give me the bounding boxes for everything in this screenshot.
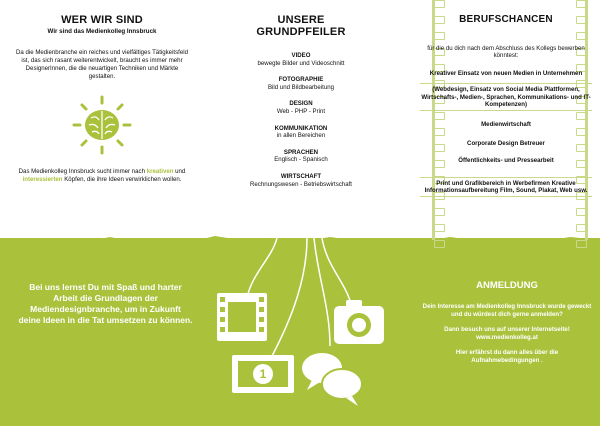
column-title-line1: UNSERE <box>277 14 325 26</box>
career-item: Öffentlichkeits- und Pressearbeit <box>458 157 554 165</box>
motto-text: Bei uns lernst Du mit Spaß und harter Arbeit die Grundlagen der Mediendesignbranche, um in Zukunft deine Ideen in die Tat umsetzen zu können. <box>18 282 193 325</box>
coin-label: 1 <box>259 367 267 381</box>
speech-bubbles-icon <box>302 353 362 406</box>
camera-icon <box>334 300 384 344</box>
brain-icon <box>71 94 133 156</box>
career-item: Corporate Design Betreuer <box>467 139 545 147</box>
intro-paragraph: Da die Medienbranche ein reiches und vielfältiges Tätigkeitsfeld ist, das sich rasant weiterentwickelt, braucht es immer mehr DesignerInnen, die die neuartigen Techniken und Märkte gestalten. <box>16 49 188 80</box>
highlight-kreativen: kreativen <box>146 168 174 175</box>
anmeldung-text: Hier erfährst du dann alles über die Aufnahmebedingungen . <box>455 349 559 364</box>
column-title: BERUFSCHANCEN <box>459 14 553 25</box>
pillar-head: SPRACHEN <box>283 148 319 156</box>
pillar-item <box>213 173 389 188</box>
pillar-head: DESIGN <box>289 100 313 108</box>
column-subtitle: Wir sind das Medienkolleg Innsbruck <box>47 28 157 35</box>
highlight-interessierten: interessierten <box>22 176 63 183</box>
pillar-text: bewegte Bilder und Videoschnitt <box>257 59 345 67</box>
pillar-text: in allen Bereichen <box>276 132 326 140</box>
grundpfeiler-column <box>213 14 389 197</box>
paragraph-text: Köpfen, die ihre Ideen verwirklichen wollen. <box>62 176 182 183</box>
anmeldung-section <box>422 280 592 373</box>
wer-wir-sind-column <box>14 14 190 184</box>
pillar-item <box>213 125 389 140</box>
anmeldung-title: ANMELDUNG <box>476 280 538 291</box>
pillar-item <box>213 52 389 67</box>
search-paragraph <box>14 168 190 184</box>
pillar-item <box>213 76 389 91</box>
pillar-text: Bild und Bildbearbeitung <box>267 83 335 91</box>
intro-text: für die du dich nach dem Abschluss des Kollegs bewerben könntest: <box>427 45 585 60</box>
pillar-head: WIRTSCHAFT <box>280 172 322 180</box>
career-item: (Webdesign, Einsatz von Social Media Plattformen, Wirtschafts-, Medien-, Sprachen, Kommunikations- und IT-Kompetenzen) <box>420 83 592 111</box>
pillar-item <box>213 149 389 164</box>
paragraph-text: und <box>173 168 186 175</box>
media-icons-illustration <box>212 238 392 426</box>
money-icon <box>232 355 294 393</box>
paragraph-text: Das Medienkolleg Innsbruck sucht immer nach <box>18 168 147 175</box>
anmeldung-text: Dann besuch uns auf unserer Internetseite! www.medienkolleg.at <box>444 326 570 341</box>
berufschancen-column <box>420 14 592 197</box>
pillar-text: Englisch - Spanisch <box>274 156 328 164</box>
pillar-text: Rechnungswesen - Betriebswirtschaft <box>250 180 352 188</box>
pillar-head: VIDEO <box>291 52 311 59</box>
career-item: Medienwirtschaft <box>481 121 531 129</box>
pillar-item <box>213 100 389 115</box>
film-icon <box>217 293 267 341</box>
column-title-line2: GRUNDPFEILER <box>256 26 346 38</box>
pillar-head: FOTOGRAPHIE <box>278 76 324 84</box>
anmeldung-text: Dein Interesse am Medienkolleg Innsbruck wurde geweckt und du würdest dich gerne anmelden? <box>422 303 592 318</box>
column-title: WER WIR SIND <box>61 14 143 26</box>
career-item: Kreativer Einsatz von neuen Medien in Unternehmen <box>429 69 583 77</box>
pillar-text: Web - PHP - Print <box>276 107 326 115</box>
career-item: Print und Grafikbereich in Werbefirmen Kreative Informationsaufbereitung Film, Sound, Plakat, Web usw. <box>420 177 592 198</box>
pillar-head: KOMMUNIKATION <box>274 124 328 132</box>
